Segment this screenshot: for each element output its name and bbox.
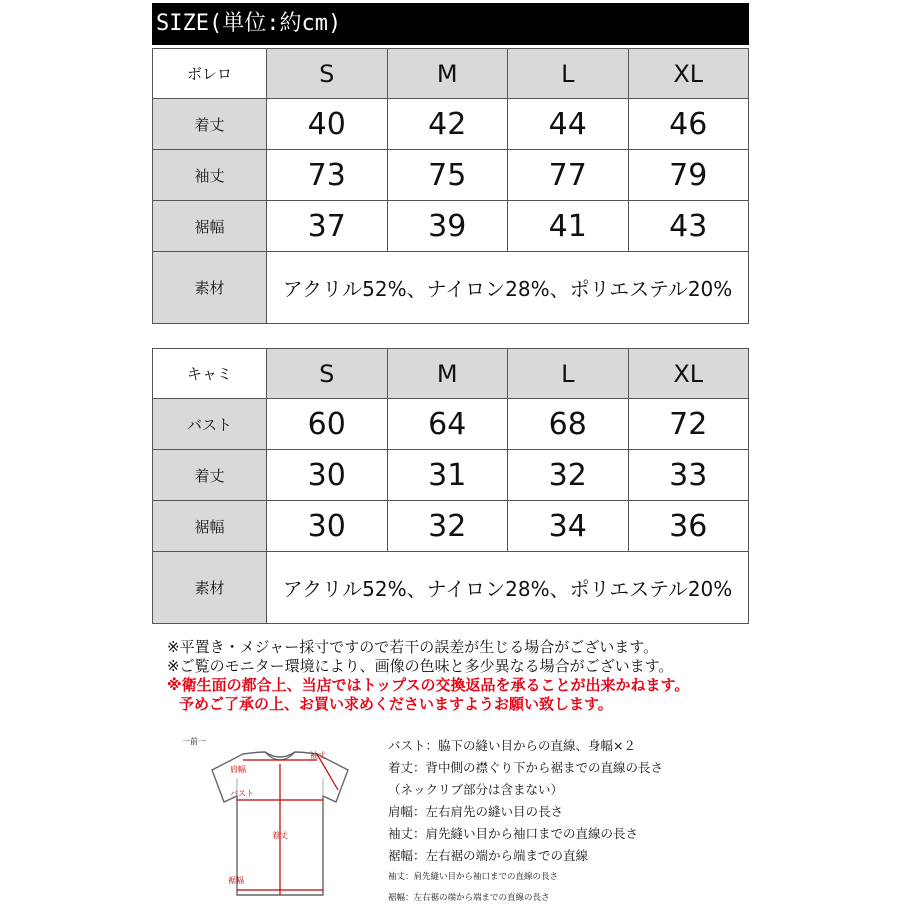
bolero-label: ボレロ (153, 49, 267, 99)
table-cell: 43 (628, 201, 749, 252)
table-row (153, 399, 749, 450)
bust-label: バスト (230, 789, 254, 798)
row-label: 袖丈 (153, 150, 267, 201)
table-cell: 77 (508, 150, 629, 201)
warning-line: ※衛生面の都合上、当店ではトップスの交換返品を承ることが出来かねます。 (167, 676, 690, 694)
table-cell: 73 (267, 150, 388, 201)
material-value: アクリル52%、ナイロン28%、ポリエステル20% (267, 552, 749, 624)
size-l: L (508, 349, 629, 399)
table-cell: 41 (508, 201, 629, 252)
legend-item: 裾幅：左右裾の端から端までの直線 (388, 848, 589, 863)
table-cell: 40 (267, 99, 388, 150)
legend-item: （ネックリブ部分は含まない） (388, 782, 564, 797)
front-label: 一前一 (182, 737, 206, 746)
legend-item: 着丈：背中側の襟ぐり下から裾までの直線の長さ (388, 760, 664, 775)
length-label: 着丈 (272, 831, 288, 840)
tshirt-illustration (180, 730, 380, 898)
cami-size-table (152, 348, 749, 624)
table-cell: 36 (628, 501, 749, 552)
size-s: S (267, 49, 388, 99)
legend-item-small: 裾幅：左右裾の端から端までの直線の長さ (388, 893, 550, 903)
table-cell: 34 (508, 501, 629, 552)
size-l: L (508, 49, 629, 99)
table-cell: 75 (387, 150, 508, 201)
hem-label: 裾幅 (228, 876, 244, 885)
table-row (153, 450, 749, 501)
table-cell: 33 (628, 450, 749, 501)
table-cell: 79 (628, 150, 749, 201)
row-label: 素材 (153, 252, 267, 324)
table-row (153, 150, 749, 201)
row-label: 着丈 (153, 99, 267, 150)
row-label: 着丈 (153, 450, 267, 501)
note-line: ※平置き・メジャー採寸ですので若干の誤差が生じる場合がございます。 (167, 638, 659, 656)
cami-header-row (153, 349, 749, 399)
table-cell: 30 (267, 450, 388, 501)
note-line: ※ご覧のモニター環境により、画像の色味と多少異なる場合がございます。 (167, 657, 674, 675)
material-row (153, 552, 749, 624)
notes (167, 638, 767, 714)
table-cell: 39 (387, 201, 508, 252)
measurement-legend (388, 735, 728, 909)
size-s: S (267, 349, 388, 399)
legend-item: 肩幅：左右肩先の縫い目の長さ (388, 804, 564, 819)
row-label: 素材 (153, 552, 267, 624)
table-row (153, 501, 749, 552)
measurement-diagram (180, 730, 380, 898)
shoulder-label: 肩幅 (230, 765, 246, 774)
size-xl: XL (628, 49, 749, 99)
table-cell: 30 (267, 501, 388, 552)
table-cell: 42 (387, 99, 508, 150)
material-row (153, 252, 749, 324)
sleeve-label: 袖丈 (310, 751, 326, 760)
table-cell: 68 (508, 399, 629, 450)
legend-item: バスト：脇下の縫い目からの直線、身幅×２ (388, 738, 636, 753)
table-cell: 32 (508, 450, 629, 501)
cami-label: キャミ (153, 349, 267, 399)
legend-item-small: 袖丈：肩先縫い目から袖口までの直線の長さ (388, 872, 559, 882)
table-cell: 60 (267, 399, 388, 450)
table-row (153, 201, 749, 252)
size-title: SIZE(単位:約cm) (156, 11, 342, 36)
bolero-header-row (153, 49, 749, 99)
table-cell: 46 (628, 99, 749, 150)
row-label: バスト (153, 399, 267, 450)
row-label: 裾幅 (153, 501, 267, 552)
row-label: 裾幅 (153, 201, 267, 252)
warning-line: 予めご了承の上、お買い求めくださいますようお願い致します。 (179, 695, 613, 713)
size-title-bar (152, 3, 749, 45)
table-cell: 31 (387, 450, 508, 501)
table-cell: 64 (387, 399, 508, 450)
table-row (153, 99, 749, 150)
table-cell: 72 (628, 399, 749, 450)
table-cell: 37 (267, 201, 388, 252)
bolero-size-table (152, 48, 749, 324)
table-cell: 32 (387, 501, 508, 552)
size-m: M (387, 349, 508, 399)
size-xl: XL (628, 349, 749, 399)
table-cell: 44 (508, 99, 629, 150)
material-value: アクリル52%、ナイロン28%、ポリエステル20% (267, 252, 749, 324)
legend-item: 袖丈：肩先縫い目から袖口までの直線の長さ (388, 826, 639, 841)
size-m: M (387, 49, 508, 99)
